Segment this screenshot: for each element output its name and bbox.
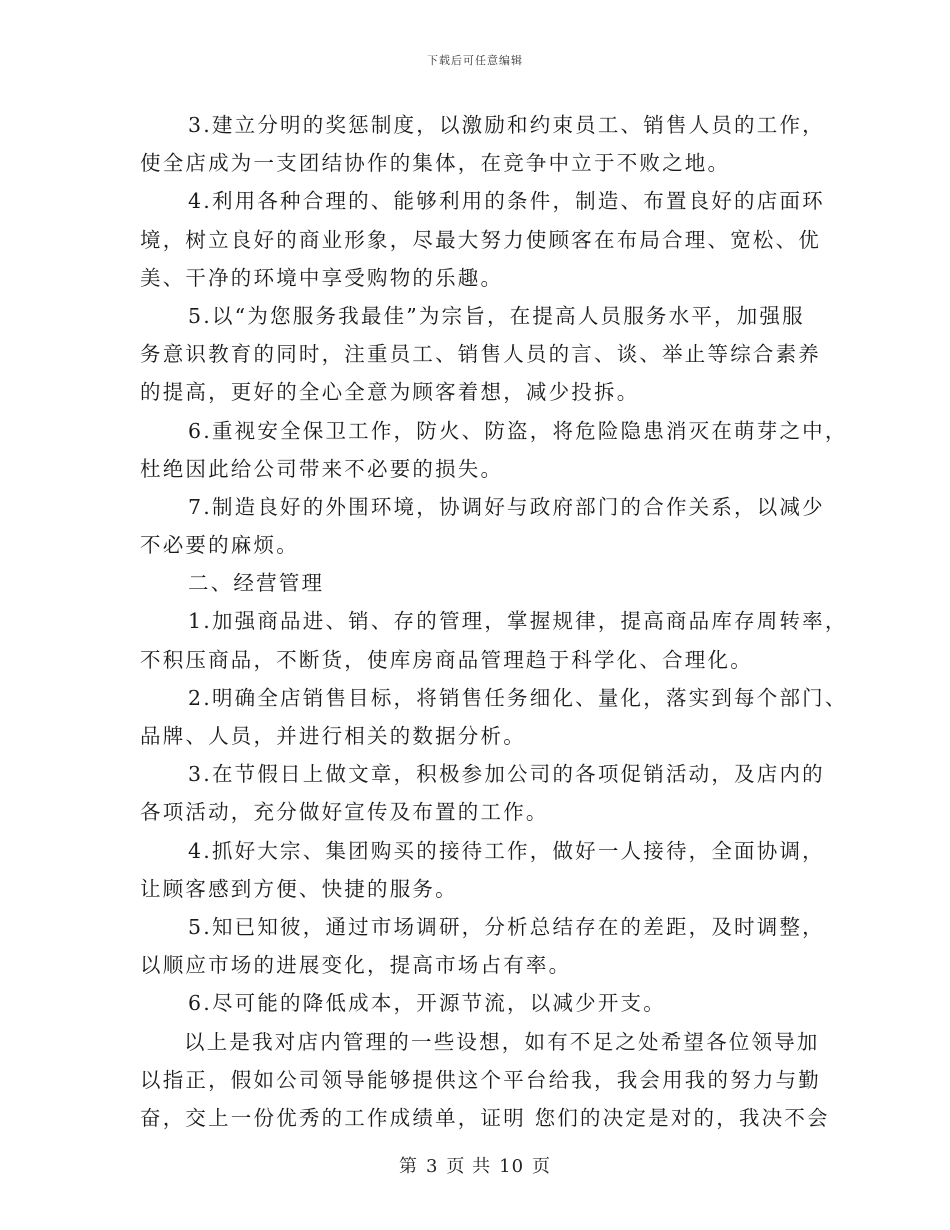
document-body: [140, 106, 848, 1137]
text-line: 4.利用各种合理的、能够利用的条件，制造、布置良好的店面环: [188, 189, 825, 214]
text-line: 品牌、人员，并进行相关的数据分析。: [140, 724, 526, 748]
text-line: 奋，交上一份优秀的工作成绩单，证明 您们的决定是对的，我决不会: [140, 1105, 830, 1130]
text-line: 1.加强商品进、销、存的管理，掌握规律，提高商品库存周转率，: [188, 609, 848, 634]
text-line: 4.抓好大宗、集团购买的接待工作，做好一人接待，全面协调，: [188, 838, 825, 863]
text-line: 7.制造良好的外围环境，协调好与政府部门的合作关系，以减少: [188, 494, 825, 519]
text-line: 各项活动，充分做好宣传及布置的工作。: [140, 800, 549, 825]
text-line: 3.在节假日上做文章，积极参加公司的各项促销活动，及店内的: [188, 762, 825, 787]
current-page-number: 3: [425, 1156, 439, 1177]
text-line: 务意识教育的同时，注重员工、销售人员的言、谈、举止等综合素养: [140, 342, 821, 367]
footer-suffix: 页: [532, 1156, 552, 1177]
text-line: 5.知已知彼，通过市场调研，分析总结存在的差距，及时调整，: [188, 914, 825, 939]
section-heading: 二、经营管理: [188, 571, 325, 596]
text-line: 杜绝因此给公司带来不必要的损失。: [140, 456, 504, 481]
text-line: 不积压商品，不断货，使库房商品管理趋于科学化、合理化。: [140, 647, 753, 672]
text-line: 6.重视安全保卫工作，防火、防盗，将危险隐患消灭在萌芽之中，: [188, 418, 848, 443]
text-line: 不必要的麻烦。: [140, 533, 299, 558]
total-pages-number: 10: [499, 1156, 525, 1177]
page-header: 下载后可任意编辑: [427, 54, 523, 67]
page-footer: [0, 1152, 950, 1178]
text-line: 使全店成为一支团结协作的集体，在竞争中立于不败之地。: [140, 151, 731, 176]
text-line: 5.以“为您服务我最佳”为宗旨，在提高人员服务水平，加强服: [188, 303, 805, 328]
text-line: 2.明确全店销售目标，将销售任务细化、量化，落实到每个部门、: [188, 685, 848, 710]
text-line: 以指正，假如公司领导能够提供这个平台给我，我会用我的努力与勤: [140, 1067, 821, 1092]
text-line: 6.尽可能的降低成本，开源节流，以减少开支。: [188, 991, 666, 1016]
text-line: 让顾客感到方便、快捷的服务。: [140, 876, 458, 901]
footer-prefix: 第: [398, 1156, 418, 1177]
footer-middle: 页 共: [446, 1156, 492, 1177]
text-line: 美、干净的环境中享受购物的乐趣。: [140, 265, 504, 290]
text-line: 的提高，更好的全心全意为顾客着想，减少投拆。: [140, 380, 640, 405]
text-line: 以顺应市场的进展变化，提高市场占有率。: [140, 953, 572, 978]
text-line: 3.建立分明的奖惩制度，以激励和约束员工、销售人员的工作，: [188, 113, 825, 137]
text-line: 境，树立良好的商业形象，尽最大努力使顾客在布局合理、宽松、优: [140, 227, 821, 252]
text-line: 以上是我对店内管理的一些设想，如有不足之处希望各位领导加: [184, 1029, 820, 1054]
